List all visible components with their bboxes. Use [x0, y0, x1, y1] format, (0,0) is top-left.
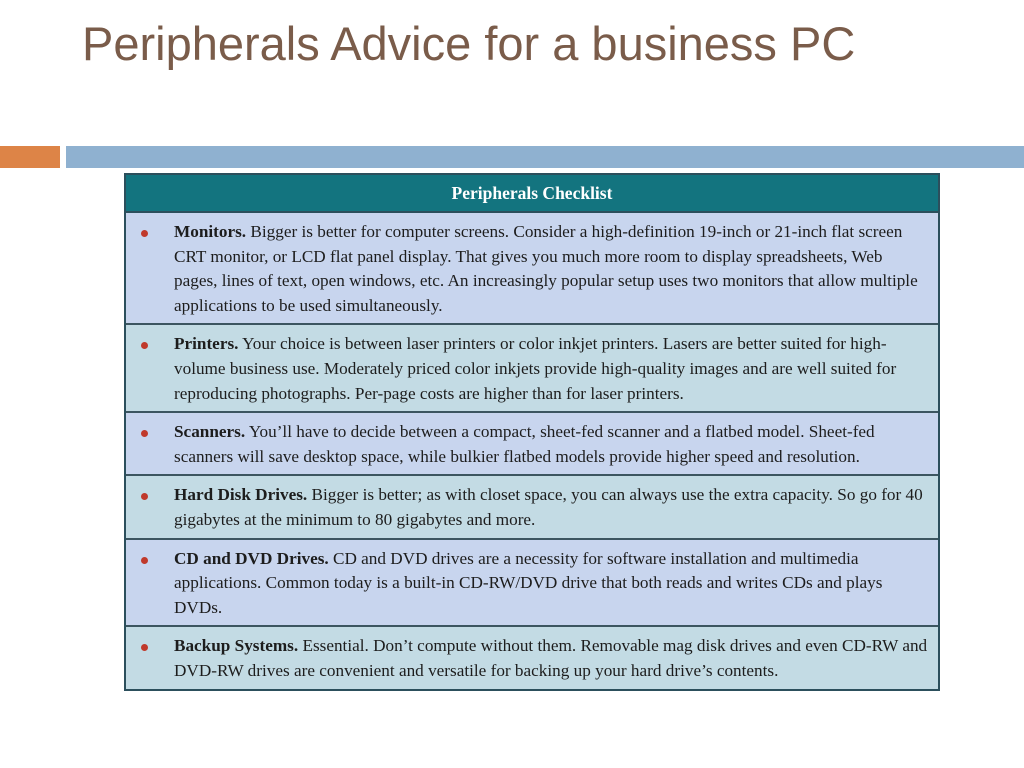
- item-text: CD and DVD drives are a necessity for software installation and multimedia applications. Common today is a built-in CD-RW/DVD drive that both reads and writes CDs and plays DVDs.: [174, 548, 883, 617]
- checklist-header: Peripherals Checklist: [126, 175, 938, 213]
- checklist-item-monitors: [126, 213, 938, 325]
- item-heading: Monitors.: [174, 222, 247, 241]
- slide-title: Peripherals Advice for a business PC: [82, 17, 856, 70]
- item-text: Bigger is better for computer screens. Consider a high-definition 19-inch or 21-inch flat screen CRT monitor, or LCD flat panel display. That gives you much more room to display spreadsheets, Web pages, lines of text, open windows, etc. An increasingly popular setup uses two monitors that allow multiple applications to be used simultaneously.: [174, 222, 918, 315]
- item-text: Essential. Don’t compute without them. Removable mag disk drives and even CD-RW and DVD-RW drives are convenient and versatile for backing up your hard drive’s contents.: [174, 636, 928, 680]
- bullet-icon: [141, 430, 148, 437]
- item-text: Your choice is between laser printers or color inkjet printers. Lasers are better suited for high-volume business use. Moderately priced color inkjets provide high-quality images and are well suited for reproducing photographs. Per-page costs are higher than for laser printers.: [174, 334, 897, 403]
- bullet-icon: [141, 230, 148, 237]
- peripherals-checklist-table: [124, 173, 940, 691]
- accent-bar-blue: [66, 146, 1024, 168]
- item-heading: Printers.: [174, 334, 239, 354]
- checklist-item-backup-systems: [126, 627, 938, 688]
- bullet-icon: [141, 493, 148, 500]
- item-text: You’ll have to decide between a compact, sheet-fed scanner and a flatbed model. Sheet-fed scanners will save desktop space, while bulkier flatbed models provide higher speed and resolution.: [174, 422, 875, 466]
- checklist-item-scanners: [126, 413, 938, 476]
- checklist-item-cd-dvd-drives: [126, 540, 938, 628]
- item-heading: CD and DVD Drives.: [174, 548, 329, 568]
- item-text: Bigger is better; as with closet space, you can always use the extra capacity. So go for 40 gigabytes at the minimum to 80 gigabytes and more.: [174, 485, 923, 529]
- checklist-item-printers: [126, 325, 938, 413]
- item-heading: Backup Systems.: [174, 636, 299, 656]
- checklist-item-hard-disk-drives: [126, 476, 938, 539]
- item-heading: Scanners.: [174, 422, 246, 442]
- bullet-icon: [141, 557, 148, 564]
- accent-bar-orange: [0, 146, 60, 168]
- bullet-icon: [141, 644, 148, 651]
- bullet-icon: [141, 342, 148, 349]
- item-heading: Hard Disk Drives.: [174, 485, 308, 505]
